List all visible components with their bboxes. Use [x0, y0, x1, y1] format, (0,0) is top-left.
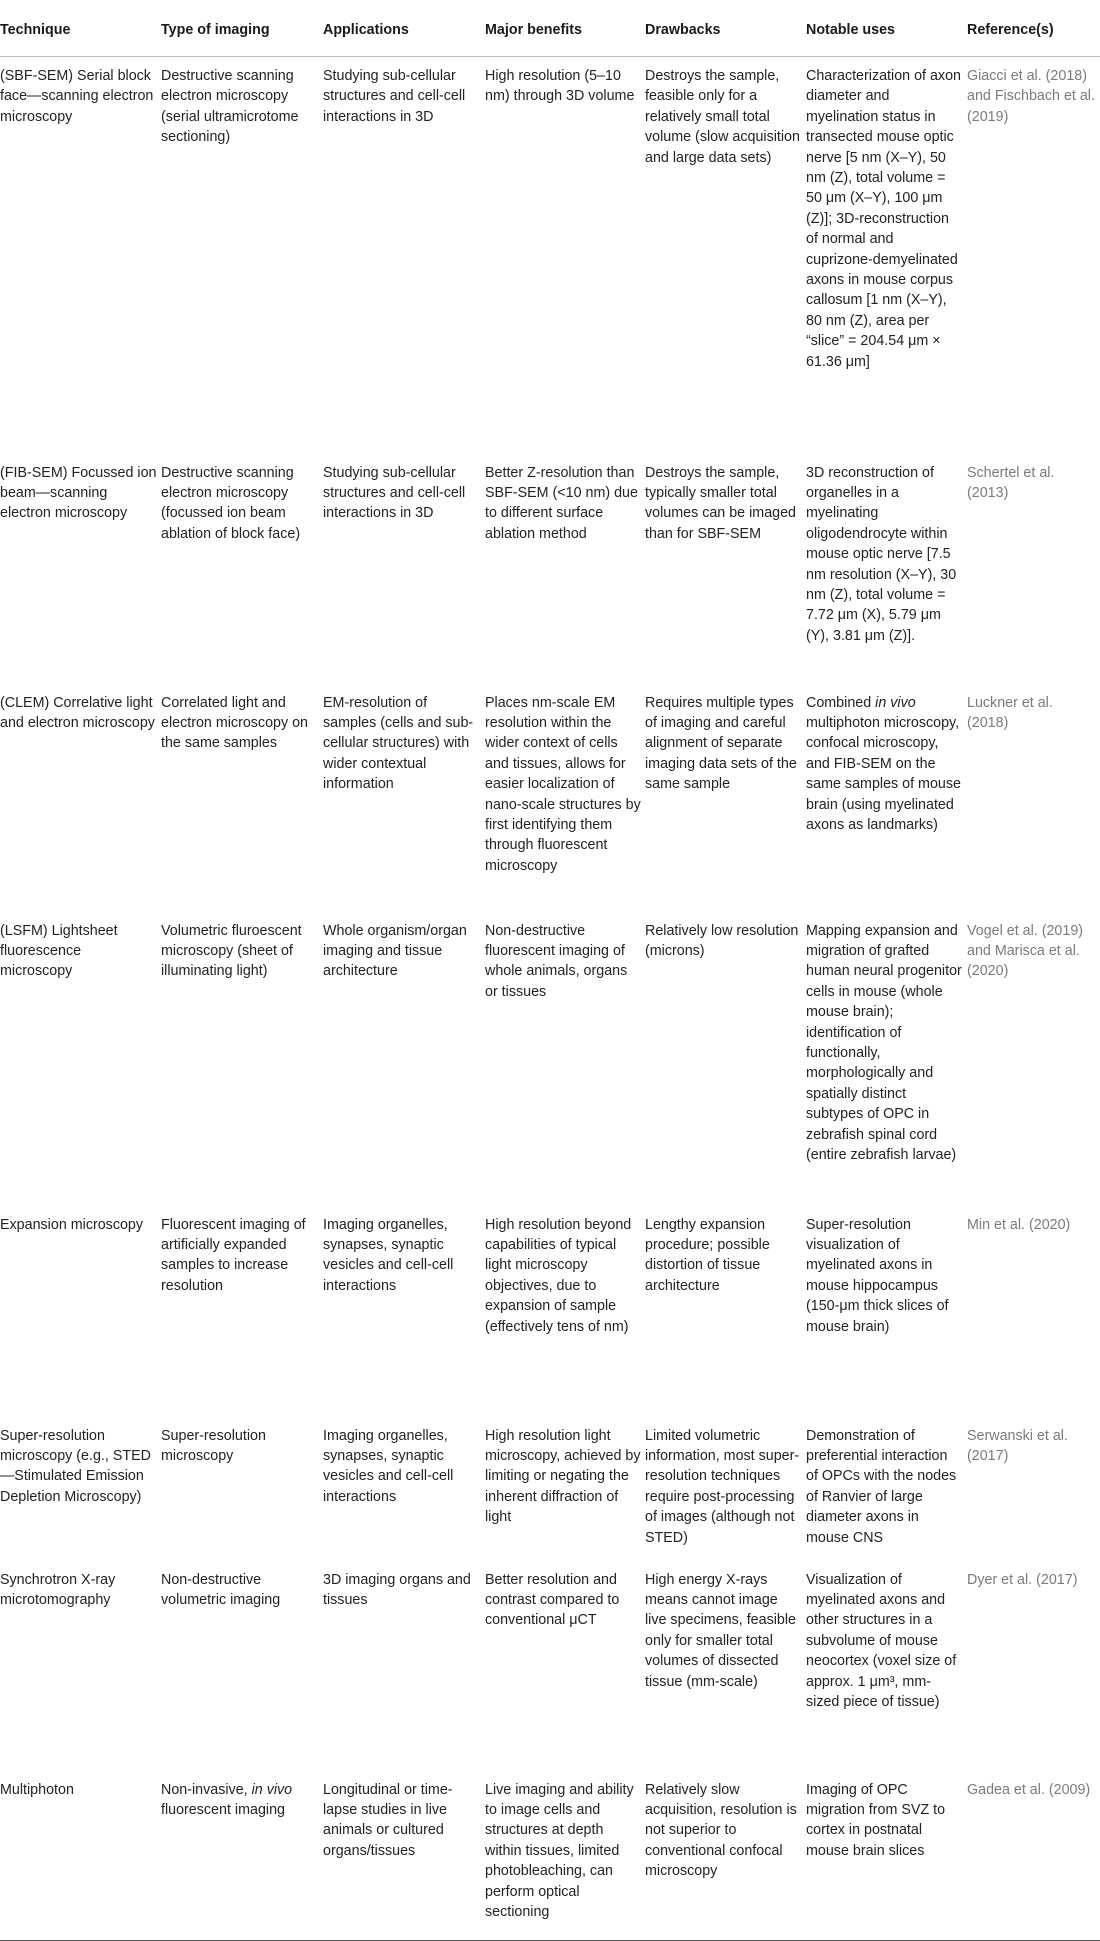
reference-cell: Dyer et al. (2017)	[967, 1571, 1078, 1588]
drawbacks-cell: Relatively slow acquisition, resolution is not superior to conventional confocal microscopy	[645, 1771, 806, 1941]
drawbacks-cell: Limited volumetric information, most super-resolution techniques require post-processing of images (although not STED)	[645, 1427, 800, 1546]
imaging-type-cell: Fluorescent imaging of artificially expanded samples to increase resolution	[161, 1216, 306, 1294]
reference-cell: Luckner et al. (2018)	[967, 694, 1053, 731]
imaging-type-cell: Correlated light and electron microscopy on the same samples	[161, 694, 309, 752]
imaging-type-cell: Non-destructive volumetric imaging	[161, 1571, 281, 1608]
notable-uses-cell: 3D reconstruction of organelles in a myelinating oligodendrocyte within mouse optic nerve [7.5 nm resolution (X–Y), 30 nm (Z), total volume = 7.72 μm (X), 5.79 μm (Y), 3.81 μm (Z)].	[806, 464, 957, 644]
technique-cell: Super-resolution microscopy (e.g., STED—Stimulated Emission Depletion Microscopy)	[0, 1427, 151, 1505]
notable-uses-cell: Visualization of myelinated axons and other structures in a subvolume of mouse neocortex (voxel size of approx. 1 μm³, mm-sized piece of tissue)	[806, 1571, 957, 1710]
header-drawbacks: Drawbacks	[645, 12, 806, 57]
notable-uses-cell: Characterization of axon diameter and myelination status in transected mouse optic nerve [5 nm (X–Y), 50 nm (Z), total volume = 50 μm (X–Y), 100 μm (Z)]; 3D-reconstruction of normal and cuprizone-demyelinated axons in mouse corpus callosum [1 nm (X–Y), 80 nm (Z), area per “slice” = 204.54 μm × 61.36 μm]	[806, 68, 961, 370]
notable-uses-cell: Mapping expansion and migration of grafted human neural progenitor cells in mouse (whole mouse brain); identification of functionally, morphologically and spatially distinct subtypes of OPC in zebrafish spinal cord (entire zebrafish larvae)	[806, 922, 962, 1163]
imaging-type-cell: Destructive scanning electron microscopy (focussed ion beam ablation of block face)	[161, 464, 301, 542]
reference-cell: Vogel et al. (2019) and Marisca et al. (2020)	[967, 922, 1084, 980]
applications-cell: Studying sub-cellular structures and cell-cell interactions in 3D	[323, 68, 466, 125]
drawbacks-cell: Requires multiple types of imaging and careful alignment of separate imaging data sets of the same sample	[645, 694, 797, 793]
benefits-cell: Non-destructive fluorescent imaging of whole animals, organs or tissues	[485, 922, 628, 1000]
header-applications: Applications	[323, 12, 485, 57]
table-header	[0, 12, 1100, 57]
table-row	[0, 1771, 1100, 1941]
notable-uses-cell: Imaging of OPC migration from SVZ to cortex in postnatal mouse brain slices	[806, 1771, 967, 1941]
imaging-type-cell: Volumetric fluroescent microscopy (sheet of illuminating light)	[161, 922, 302, 980]
imaging-type-cell: Destructive scanning electron microscopy (serial ultramicrotome sectioning)	[161, 68, 299, 146]
imaging-type-cell: Super-resolution microscopy	[161, 1427, 266, 1464]
benefits-cell: Better Z-resolution than SBF-SEM (<10 nm) due to different surface ablation method	[485, 464, 638, 542]
applications-cell: Studying sub-cellular structures and cell-cell interactions in 3D	[323, 464, 466, 522]
technique-cell: Multiphoton	[0, 1771, 161, 1941]
benefits-cell: High resolution (5–10 nm) through 3D volume	[485, 68, 635, 105]
header-technique: Technique	[0, 12, 161, 57]
technique-cell: (CLEM) Correlative light and electron microscopy	[0, 694, 155, 731]
imaging-techniques-table	[0, 12, 1100, 1941]
table-row	[0, 1417, 1100, 1561]
header-major-benefits: Major benefits	[485, 12, 645, 57]
applications-cell: Imaging organelles, synapses, synaptic vesicles and cell-cell interactions	[323, 1216, 454, 1294]
table-row	[0, 454, 1100, 684]
header-references: Reference(s)	[967, 12, 1100, 57]
italic-phrase: in vivo	[251, 1781, 293, 1798]
technique-cell: Expansion microscopy	[0, 1216, 144, 1233]
table-row	[0, 57, 1100, 454]
applications-cell: EM-resolution of samples (cells and sub-cellular structures) with wider contextual information	[323, 694, 474, 793]
drawbacks-cell: Destroys the sample, feasible only for a relatively small total volume (slow acquisition and large data sets)	[645, 68, 800, 166]
benefits-cell: Places nm-scale EM resolution within the wider context of cells and tissues, allows for easier localization of nano-scale structures by first identifying them through fluorescent microscopy	[485, 694, 641, 874]
drawbacks-cell: High energy X-rays means cannot image live specimens, feasible only for smaller total volumes of dissected tissue (mm-scale)	[645, 1571, 796, 1690]
technique-cell: Synchrotron X-ray microtomography	[0, 1571, 116, 1608]
reference-cell: Schertel et al. (2013)	[967, 464, 1055, 501]
header-row	[0, 12, 1100, 57]
applications-cell: Whole organism/organ imaging and tissue architecture	[323, 922, 467, 980]
notable-uses-cell: Combined in vivo multiphoton microscopy, confocal microscopy, and FIB-SEM on the same samples of mouse brain (using myelinated axons as landmarks)	[806, 694, 961, 833]
table-body	[0, 57, 1100, 1941]
table-row	[0, 912, 1100, 1206]
header-type-of-imaging: Type of imaging	[161, 12, 323, 57]
benefits-cell: Live imaging and ability to image cells and structures at depth within tissues, limited photobleaching, can perform optical sectioning	[485, 1771, 645, 1941]
benefits-cell: High resolution light microscopy, achieved by limiting or negating the inherent diffraction of light	[485, 1427, 641, 1526]
header-notable-uses: Notable uses	[806, 12, 967, 57]
technique-cell: (LSFM) Lightsheet fluorescence microscopy	[0, 922, 118, 980]
benefits-cell: Better resolution and contrast compared to conventional μCT	[485, 1571, 620, 1629]
notable-uses-cell: Super-resolution visualization of myelinated axons in mouse hippocampus (150-μm thick slices of mouse brain)	[806, 1216, 949, 1335]
table-row	[0, 1206, 1100, 1417]
applications-cell: Imaging organelles, synapses, synaptic vesicles and cell-cell interactions	[323, 1427, 454, 1505]
reference-cell: Giacci et al. (2018) and Fischbach et al. (2019)	[967, 68, 1095, 125]
reference-cell: Serwanski et al. (2017)	[967, 1427, 1068, 1464]
drawbacks-cell: Relatively low resolution (microns)	[645, 922, 799, 959]
benefits-cell: High resolution beyond capabilities of typical light microscopy objectives, due to expansion of sample (effectively tens of nm)	[485, 1216, 632, 1335]
imaging-type-cell: Non-invasive, in vivo fluorescent imaging	[161, 1771, 323, 1941]
italic-phrase: in vivo	[875, 694, 916, 711]
reference-cell: Gadea et al. (2009)	[967, 1771, 1100, 1941]
table-row	[0, 1561, 1100, 1771]
applications-cell: 3D imaging organs and tissues	[323, 1571, 471, 1608]
notable-uses-cell: Demonstration of preferential interaction of OPCs with the nodes of Ranvier of large diameter axons in mouse CNS	[806, 1427, 957, 1546]
drawbacks-cell: Destroys the sample, typically smaller total volumes can be imaged than for SBF-SEM	[645, 464, 796, 542]
technique-cell: (FIB-SEM) Focussed ion beam—scanning electron microscopy	[0, 464, 157, 522]
drawbacks-cell: Lengthy expansion procedure; possible distortion of tissue architecture	[645, 1216, 770, 1294]
applications-cell: Longitudinal or time-lapse studies in live animals or cultured organs/tissues	[323, 1771, 485, 1941]
table-row	[0, 684, 1100, 912]
reference-cell: Min et al. (2020)	[967, 1216, 1071, 1233]
technique-cell: (SBF-SEM) Serial block face—scanning electron microscopy	[0, 68, 154, 125]
